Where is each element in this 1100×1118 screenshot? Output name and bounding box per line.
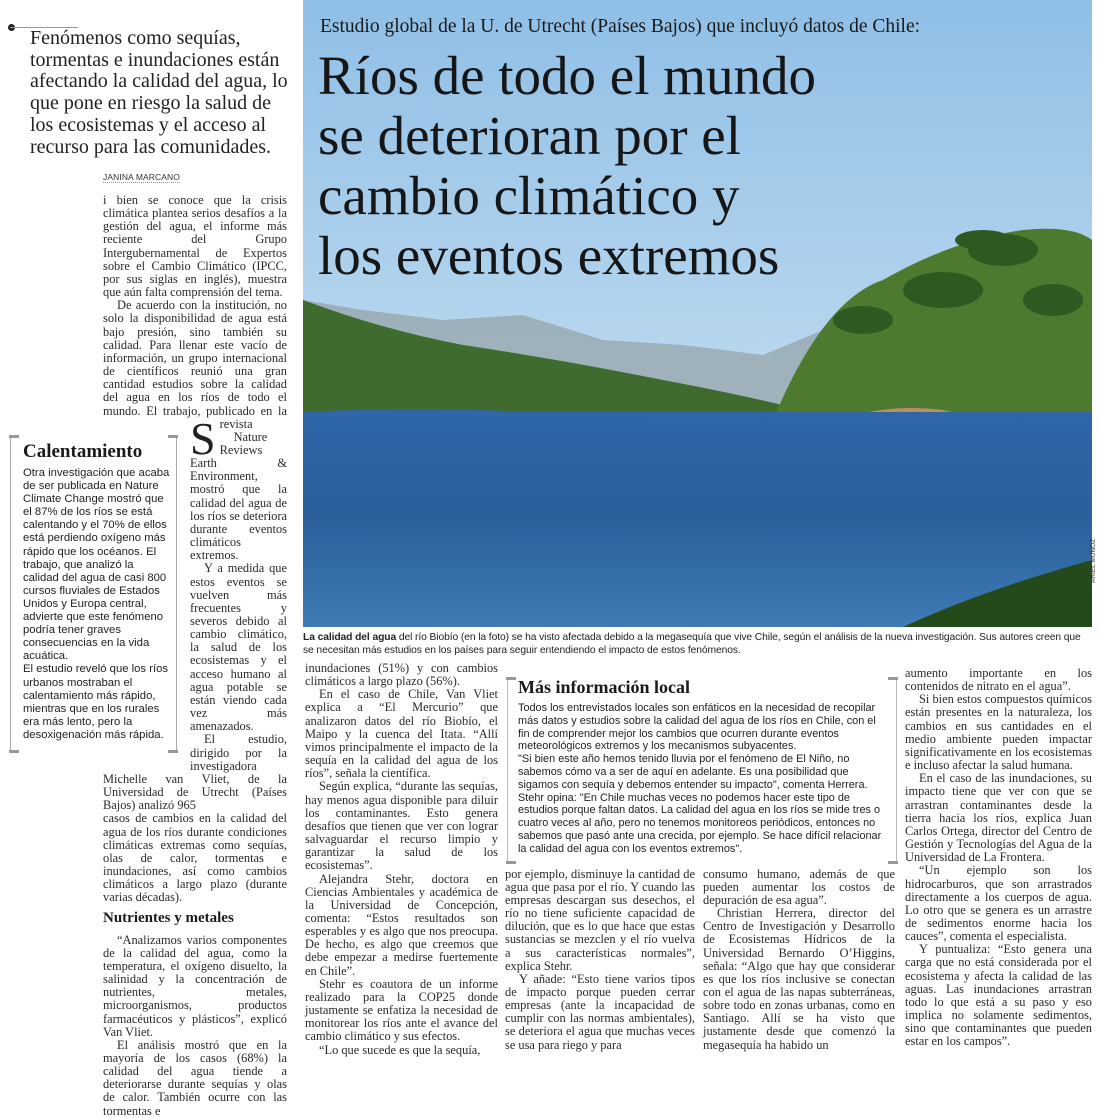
headline-line: cambio climático y xyxy=(318,165,740,226)
paragraph: Alejandra Stehr, doctora en Ciencias Ambientales y académica de la Universidad de Concepción, comenta: “Estos resultados son esperables y es algo que nos preocupa. De hecho, es algo que creemos que debe empezar a medirse fuertemente en Chile”. xyxy=(305,871,498,978)
sidebar-paragraph: "Si bien este año hemos tenido lluvia por el fenómeno de El Niño, no sabemos cómo va a ser de aquí en adelante. Es una posibilidad que sigamos con sequía y debemos entender su impacto", comenta Herrera. xyxy=(518,753,868,791)
paragraph: “Analizamos varios componentes de la calidad del agua, como la temperatura, el oxígeno disuelto, la salinidad y la concentración de nutrientes, metales, microorganismos, productos farmacéuticos y plásticos”, explicó Van Vliet. xyxy=(103,932,287,1039)
sidebar-title: Más información local xyxy=(518,677,690,697)
caption-text: del río Biobío (en la foto) se ha visto afectada debido a la megasequía que vive Chile, según el análisis de la nueva investigación. Sus autores creen que se necesitan más estudios en los países para seguir entendiendo el impacto de estos fenómenos. xyxy=(303,632,1081,656)
paragraph: El estudio, dirigido por la investigadora Michelle van Vliet, de la Universidad de Utrecht (Países Bajos) analizó 965 xyxy=(103,732,287,813)
paragraph: Y a medida que estos eventos se vuelven más frecuentes y severos debido al cambio climático, la salud de los ecosistemas y el acceso humano al agua potable se están viendo cada vez más amenazados. xyxy=(190,561,287,734)
sidebar-title: Calentamiento xyxy=(23,441,143,462)
paragraph: Según explica, “durante las sequías, hay menos agua disponible para diluir los contaminantes. Esto genera desafíos que tienen que ver con lograr salvaguardar el recurso limpio y garantizar la salud de los ecosistemas”. xyxy=(305,779,498,873)
paragraph: Si bien estos compuestos químicos están presentes en la naturaleza, los cambios en sus cantidades en el medio ambiente pueden impactar significativamente en los ecosistemas e incluso afectar la salud humana. xyxy=(905,692,1092,773)
paragraph: En el caso de Chile, Van Vliet explica a “El Mercurio” que analizaron datos del río Biobío, el Maipo y la cuenca del Itata. “Allí vimos principalmente el impacto de la sequía en la calidad del agua de los ríos”, señala la científica. xyxy=(305,687,498,781)
paragraph: consumo humano, además de que pueden aumentar los costos de depuración de esa agua”. xyxy=(703,866,895,907)
paragraph: Nature Reviews Earth & Environment, mostró que la calidad del agua de los ríos se deteriora durante eventos climáticos extremos. xyxy=(190,429,287,563)
sidebar-paragraph: Otra investigación que acaba de ser publicada en Nature Climate Change mostró que el 87% de los ríos se está calentando y el 70% de ellos está perdiendo oxígeno más rápido que los océanos. El trabajo, que analizó la calidad del agua de casi 800 cursos fluviales de Estados Unidos y Europa central, advierte que este fenómeno podría tener graves consecuencias en la vida acuática. xyxy=(23,467,170,663)
article-column-2 xyxy=(305,662,498,1057)
photo-credit: ARIEL MUÑOZ xyxy=(1090,538,1097,583)
paragraph: casos de cambios en la calidad del agua de los ríos durante condiciones climáticas extremas como sequías, olas de calor, tormentas e inundaciones, así como cambios climáticos a largo plazo (durante varias décadas). xyxy=(103,811,287,905)
paragraph: En el caso de las inundaciones, su impacto tiene que ver con que se arrastran contaminantes desde la tierra hacia los ríos, explica Juan Carlos Ortega, director del Centro de Gestión y Tecnologías del Agua de la Universidad de La Frontera. xyxy=(905,771,1092,865)
paragraph: Christian Herrera, director del Centro de Investigación y Desarrollo de Ecosistemas Hídricos de la Universidad Bernardo O’Higgins, señala: “Algo que hay que considerar es que los ríos inclusive se conectan con el agua de las napas subterráneas, sobre todo en zonas urbanas, como en Santiago. Allí se ha visto que justamente desde que comenzó la megasequía ha habido un xyxy=(703,906,895,1052)
headline xyxy=(318,46,1078,286)
caption-lead: La calidad del agua xyxy=(303,632,397,643)
right-block xyxy=(505,672,897,1052)
drop-cap: S xyxy=(190,413,216,464)
subheading: Nutrientes y metales xyxy=(103,910,234,927)
paragraph: El análisis mostró que en la mayoría de los casos (68%) la calidad del agua tiende a deteriorarse durante sequías y olas de calor. También ocurre con las tormentas e xyxy=(103,1037,287,1118)
paragraph: i bien se conoce que la crisis climática plantea serios desafíos a la gestión del agua, el informe más reciente del Grupo Intergubernamental de Expertos sobre el Cambio Climático (IPCC, por sus siglas en inglés), muestra que aún falta comprensión del tema. xyxy=(103,193,287,300)
paragraph: De acuerdo con la institución, no solo la disponibilidad de agua está bajo presión, sino también su calidad. Para llenar este vacío de información, un grupo internacional de científicos reunió una gran cantidad estudios sobre la calidad del agua en los ríos de todo el mundo. El trabajo, publicado en la revista xyxy=(103,298,287,431)
photo-caption xyxy=(303,631,1092,657)
article-column-4 xyxy=(703,868,895,1052)
paragraph: Y añade: “Esto tiene varios tipos de impacto porque pueden cerrar empresas (ante la incapacidad de cumplir con las normas ambientales), se deteriora el agua que muchas veces se usa para riego y para xyxy=(505,971,695,1052)
kicker: Estudio global de la U. de Utrecht (Países Bajos) que incluyó datos de Chile: xyxy=(320,16,921,37)
byline: JANINA MARCANO xyxy=(103,172,180,182)
paragraph: Y puntualiza: “Esto genera una carga que no está considerada por el ecosistema y afecta la calidad de las aguas. Las inundaciones arrastran todo lo que está a su paso y eso implica no solamente sedimentos, sino que contaminantes que pueden estar en los campos”. xyxy=(905,942,1092,1049)
paragraph: inundaciones (51%) y con cambios climáticos a largo plazo (56%). xyxy=(305,661,498,689)
sidebar-calentamiento xyxy=(10,435,177,753)
article-column-3 xyxy=(505,868,695,1052)
sidebar-paragraph: Stehr opina: "En Chile muchas veces no podemos hacer este tipo de estudios porque faltan datos. La calidad del agua en los ríos se mide tres o cuatro veces al año, pero no tenemos monitoreos periódicos, entonces no sabemos que pasó ante una crecida, por ejemplo. Se hace difícil relacionar la calidad del agua con los eventos extremos". xyxy=(518,791,882,855)
paragraph: aumento importante en los contenidos de nitrato en el agua”. xyxy=(905,666,1092,694)
sidebar-paragraph: El estudio reveló que los ríos urbanos mostraban el calentamiento más rápido, mientras que en los rurales era más lento, pero la desoxigenación más rápida. xyxy=(23,663,169,741)
paragraph: “Un ejemplo son los hidrocarburos, que son arrastrados directamente a los cuerpos de agua. Lo otro que se genera es un arrastre de sedimentos enorme hacia los cauces”, comenta el especialista. xyxy=(905,863,1092,944)
sidebar-mas-informacion xyxy=(507,677,897,864)
article-column-5 xyxy=(905,667,1092,1049)
paragraph: Stehr es coautora de un informe realizado para la COP25 donde justamente se enfatiza la necesidad de monitorear los ríos ante el avance del cambio climático y sus efectos. xyxy=(305,976,498,1044)
paragraph: por ejemplo, disminuye la cantidad de agua que pasa por el río. Y cuando las empresas descargan sus desechos, el río no tiene suficiente capacidad de dilución, que es lo que hace que estas sustancias se mezclen y el río vuelva a sus características normales”, explica Stehr. xyxy=(505,866,695,973)
headline-line: los eventos extremos xyxy=(318,225,780,286)
headline-line: Ríos de todo el mundo xyxy=(318,45,817,106)
sidebar-paragraph: Todos los entrevistados locales son enfáticos en la necesidad de recopilar más datos y estudios sobre la calidad del agua de los ríos en Chile, con el fin de comprender mejor los cambios que ocurren durante eventos meteorológicos extremos y los mecanismos subyacentes. xyxy=(518,702,876,753)
paragraph: “Lo que sucede es que la sequía, xyxy=(319,1042,481,1057)
article-deck: Fenómenos como sequías, tormentas e inundaciones están afectando la calidad del agua, lo que pone en riesgo la salud de los ecosistemas y el acceso al recurso para las comunidades. xyxy=(30,27,288,158)
headline-line: se deterioran por el xyxy=(318,105,742,166)
